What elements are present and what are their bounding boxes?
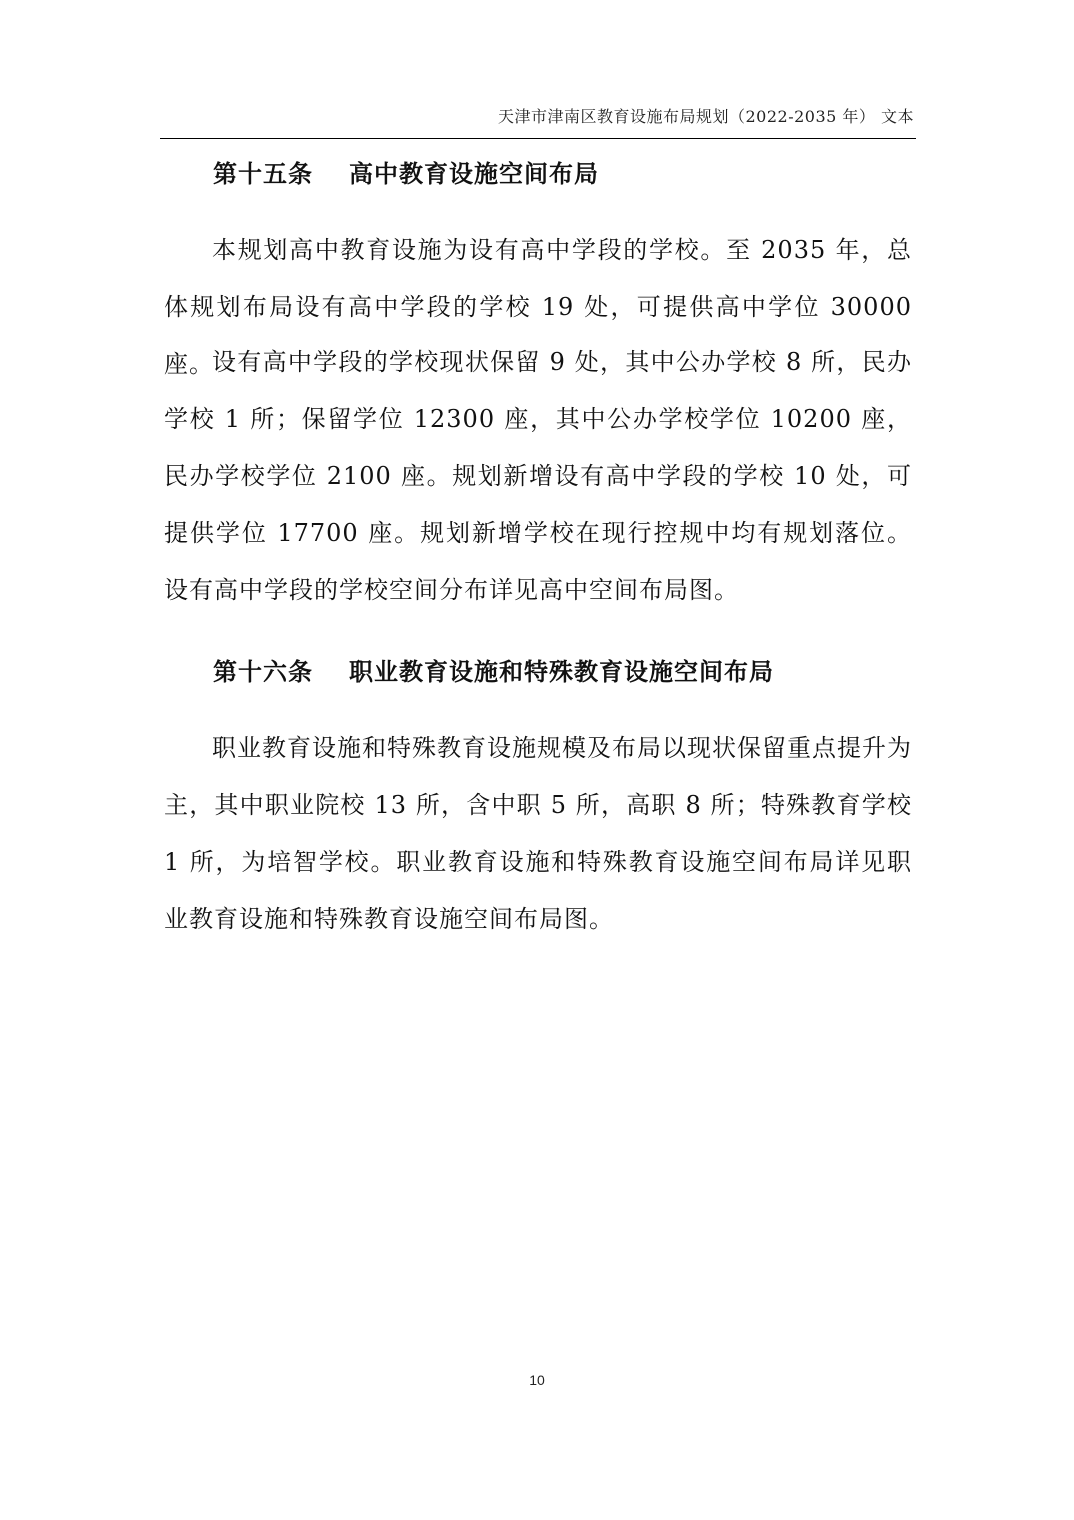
article-15-heading xyxy=(213,154,599,189)
article-15-paragraph-2: 设有高中学段的学校现状保留 9 处，其中公办学校 8 所，民办学校 1 所；保留学位 12300 座，其中公办学校学位 10200 座，民办学校学位 2100 座。规划新增设有高中学段的学校 10 处，可提供学位 17700 座。规划新增学校在现行控规中均有规划落位。设有高中学段的学校空间分布详见高中空间布局图。 xyxy=(164,348,912,604)
article-15-paragraph-1: 本规划高中教育设施为设有高中学段的学校。至 2035 年，总体规划布局设有高中学段的学校 19 处，可提供高中学位 30000 座。 xyxy=(164,236,912,378)
article-16-title: 职业教育设施和特殊教育设施空间布局 xyxy=(349,657,774,686)
article-16-number: 第十六条 xyxy=(213,657,313,686)
article-16-heading xyxy=(213,652,774,687)
header-rule xyxy=(160,138,916,139)
article-16-paragraph-1: 职业教育设施和特殊教育设施规模及布局以现状保留重点提升为主，其中职业院校 13 所，含中职 5 所，高职 8 所；特殊教育学校 1 所，为培智学校。职业教育设施和特殊教育设施空间布局详见职业教育设施和特殊教育设施空间布局图。 xyxy=(164,734,912,933)
article-15-title: 高中教育设施空间布局 xyxy=(349,159,599,188)
running-header: 天津市津南区教育设施布局规划（2022-2035 年） 文本 xyxy=(497,107,914,126)
page-number: 10 xyxy=(529,1372,545,1388)
article-15-number: 第十五条 xyxy=(213,159,313,188)
